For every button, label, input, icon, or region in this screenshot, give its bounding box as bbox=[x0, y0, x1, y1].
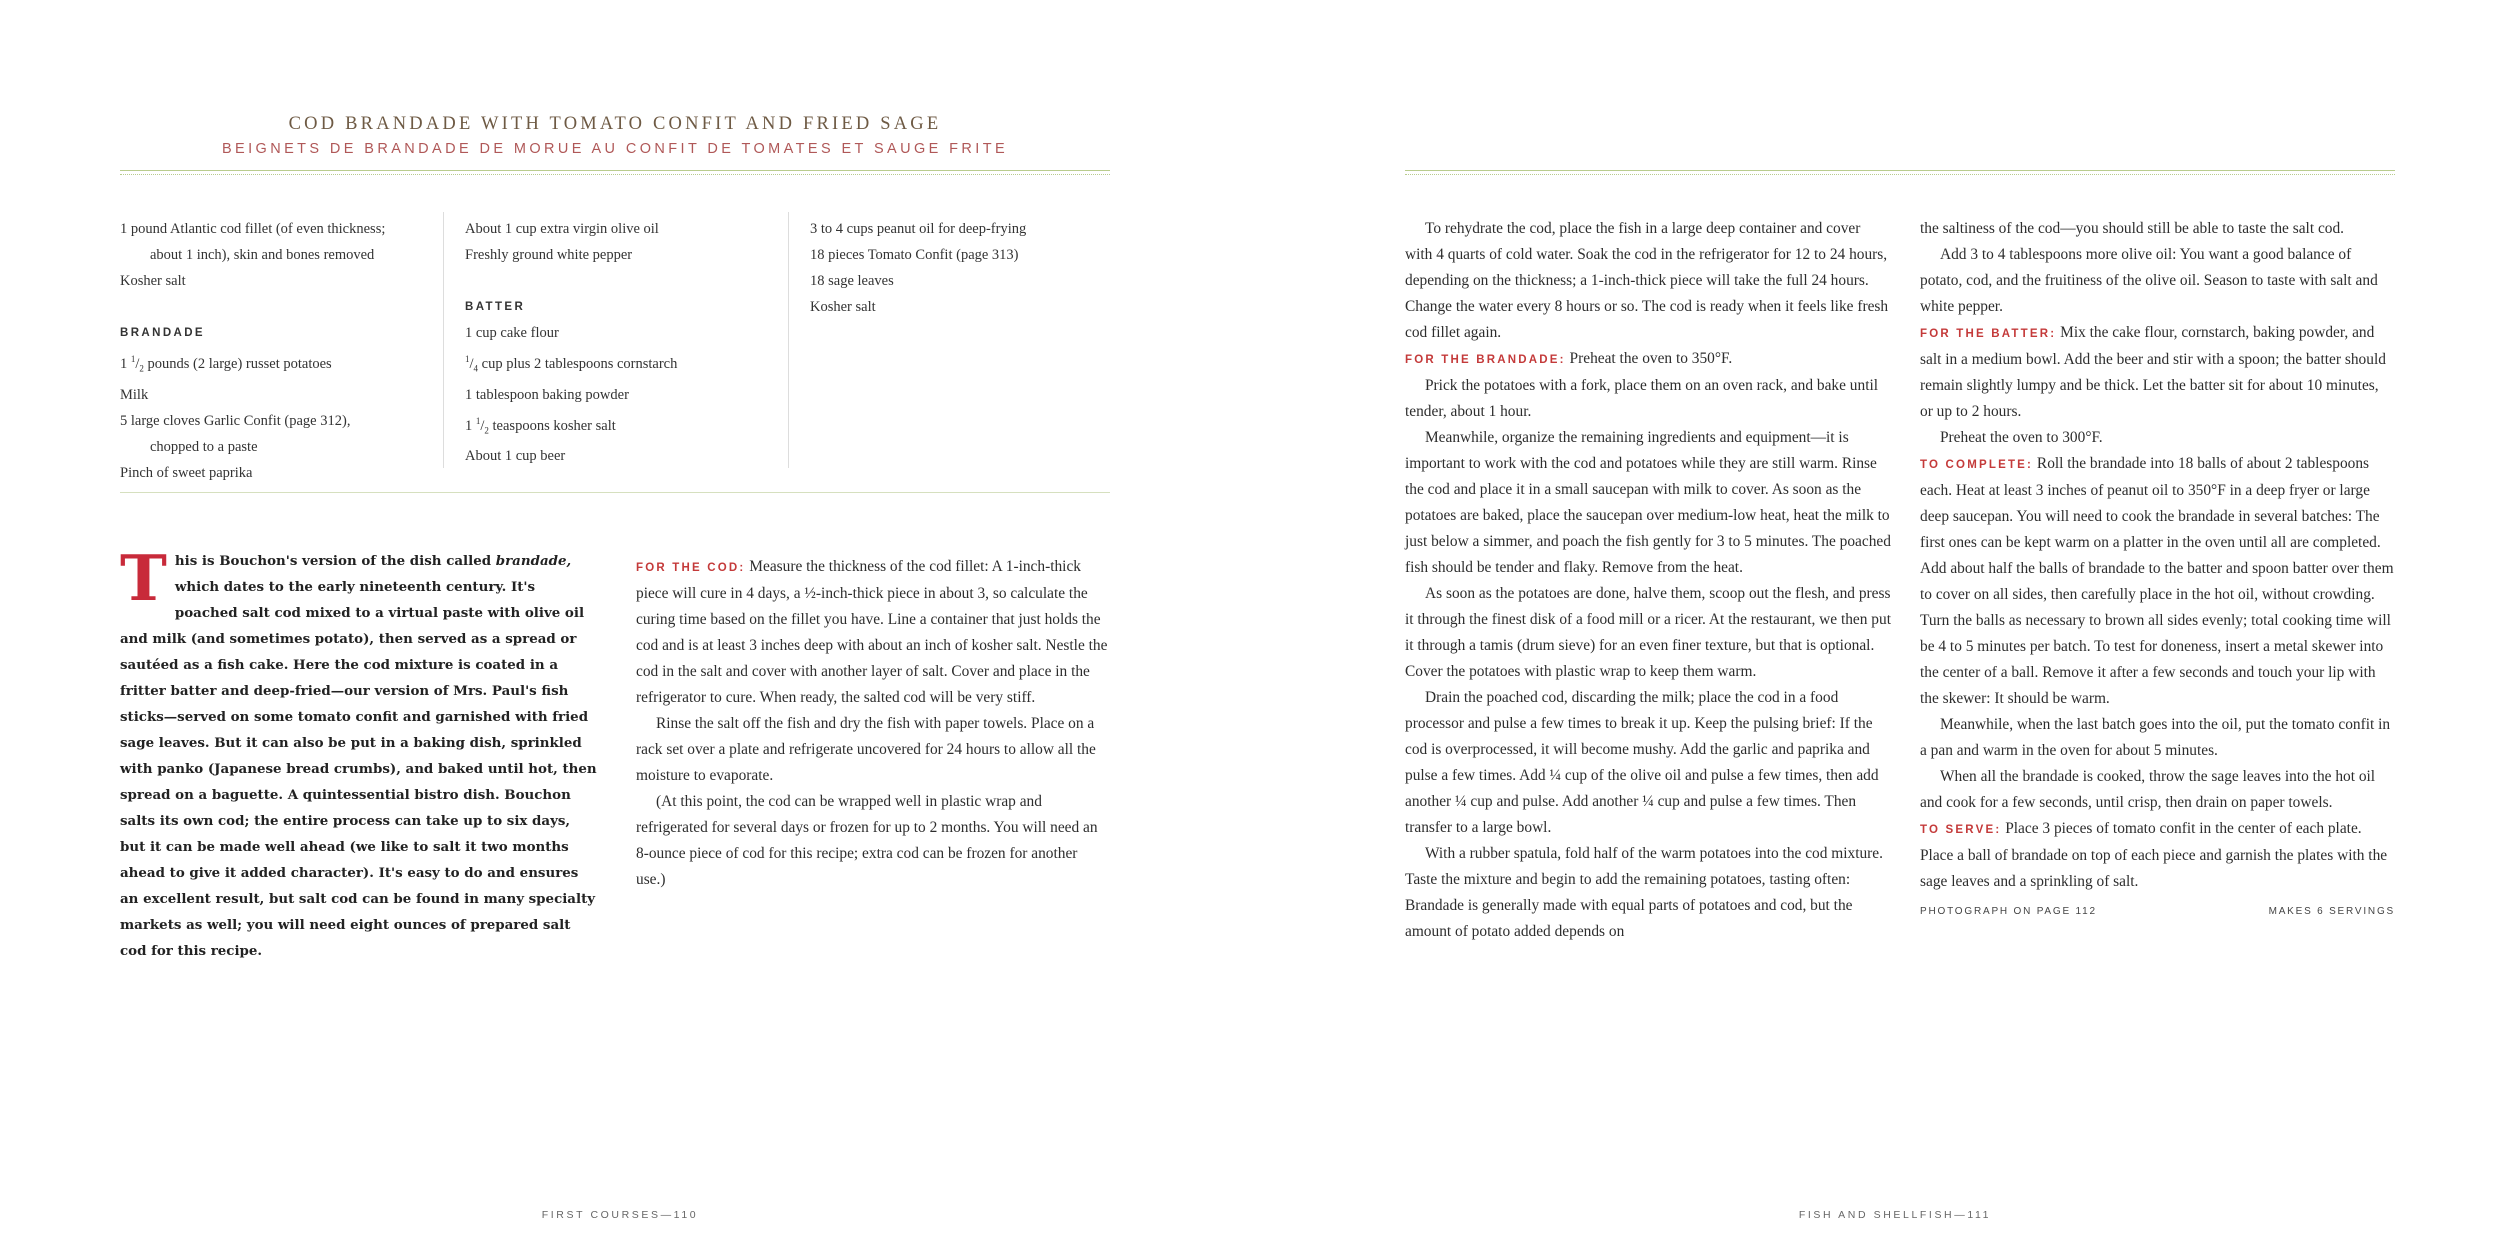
right-page bbox=[1255, 0, 2510, 1256]
ingredient-garlic-cont: chopped to a paste bbox=[150, 438, 258, 455]
warm-confit-paragraph: Meanwhile, when the last batch goes into the oil, put the tomato confit in a pan and warm in the oven for about 5 minutes. bbox=[1920, 716, 2391, 759]
cod-paragraph-1: FOR THE COD: Measure the thickness of the cod fillet: A 1-inch-thick piece will cure in 4 days, a ½-inch-thick piece in about 3, so calculate the curing time based on the fillet you have. Line a container that just holds the cod and is at least 3 inches deep with about an inch of kosher salt. Nestle the cod in the salt and cover with another layer of salt. Cover and place in the refrigerator to cure. When ready, the salted cod will be very stiff. bbox=[636, 558, 1108, 706]
title-rule bbox=[120, 170, 1110, 175]
olive-oil-paragraph: Add 3 to 4 tablespoons more olive oil: You want a good balance of potato, cod, and the fruitiness of the olive oil. Season to taste with salt and white pepper. bbox=[1920, 246, 2378, 315]
preheat-paragraph: Preheat the oven to 300°F. bbox=[1940, 429, 2103, 446]
potatoes-paragraph: Prick the potatoes with a fork, place them on an oven rack, and bake until tender, about 1 hour. bbox=[1405, 377, 1879, 420]
sage-paragraph: When all the brandade is cooked, throw the sage leaves into the hot oil and cook for a few seconds, until crisp, then drain on paper towels. bbox=[1920, 768, 2376, 811]
for-the-cod-label: FOR THE COD: bbox=[636, 562, 746, 574]
cod-paragraph-2: Rinse the salt off the fish and dry the fish with paper towels. Place on a rack set over a plate and refrigerate uncovered for 24 hours to allow all the moisture to evaporate. bbox=[636, 715, 1096, 784]
ingredients-column-2 bbox=[465, 216, 785, 469]
ingredients-divider-1 bbox=[443, 212, 444, 468]
serve-paragraph: TO SERVE: Place 3 pieces of tomato confit in the center of each plate. Place a ball of brandade on top of each piece and garnish the plates with the sage leaves and a sprinkling of salt. bbox=[1920, 820, 2388, 890]
saltiness-paragraph: the saltiness of the cod—you should still be able to taste the salt cod. bbox=[1920, 220, 2345, 237]
servings-note: MAKES 6 SERVINGS bbox=[2268, 906, 2395, 917]
ingredient-olive-oil: About 1 cup extra virgin olive oil bbox=[465, 221, 659, 237]
brandade-heading: BRANDADE bbox=[120, 327, 206, 339]
ingredient-kosher-salt: 1 $^1/_2$ teaspoons kosher salt bbox=[465, 415, 616, 436]
rehydrate-paragraph: To rehydrate the cod, place the fish in a large deep container and cover with 4 quarts of cold water. Soak the cod in the refrigerator for 12 to 24 hours, depending on the thickness; a 1-inch-thick piece will take the full 24 hours. Change the water every 8 hours or so. The cod is ready when it feels like fresh cod fillet again. bbox=[1405, 220, 1889, 341]
ingredient-pepper: Freshly ground white pepper bbox=[465, 247, 633, 263]
ingredient-baking-powder: 1 tablespoon baking powder bbox=[465, 386, 629, 403]
right-column-1 bbox=[1405, 216, 1891, 945]
ingredient-cornstarch: $^1/_4$ cup plus 2 tablespoons cornstarch bbox=[465, 354, 678, 374]
brandade-paragraph: FOR THE BRANDADE: Preheat the oven to 350°F. bbox=[1405, 350, 1733, 367]
processor-paragraph: Drain the poached cod, discarding the milk; place the cod in a food processor and pulse a few times to break it up. Keep the pulsing brief: If the cod is overprocessed, it will become mushy. Add the garlic and paprika and pulse a few times. Add ¼ cup of the olive oil and pulse a few times, then add another ¼ cup and pulse. Add another ¼ cup and pulse a few times. Then transfer to a large bowl. bbox=[1405, 689, 1879, 836]
poach-paragraph: Meanwhile, organize the remaining ingredients and equipment—it is important to work with the cod and potatoes while they are still warm. Rinse the cod and place it in a small saucepan with milk to cover. As soon as the potatoes are baked, place the saucepan over medium-low heat, heat the milk to just below a simmer, and poach the fish gently for 3 to 5 minutes. The poached fish should be tender and flaky. Remove from the heat. bbox=[1405, 429, 1891, 576]
mash-paragraph: As soon as the potatoes are done, halve them, scoop out the flesh, and press it through the finest disk of a food mill or a ricer. At the restaurant, we then put it through a tamis (drum sieve) for an even finer texture, but that is optional. Cover the potatoes with plastic wrap to keep them warm. bbox=[1405, 585, 1891, 680]
ingredient-salt: Kosher salt bbox=[120, 273, 186, 289]
batter-paragraph: FOR THE BATTER: Mix the cake flour, cornstarch, baking powder, and salt in a medium bowl. Add the beer and stir with a spoon; the batter should remain slightly lumpy and be thick. Let the batter sit for about 10 minutes, or up to 2 hours. bbox=[1920, 324, 2386, 420]
right-folio: FISH AND SHELLFISH—111 bbox=[1798, 1209, 1992, 1221]
intro-text: his is Bouchon's version of the dish called brandade, which dates to the early nineteenth century. It's poached salt cod mixed to a virtual paste with olive oil and milk (and sometimes potato), then served as a spread or sautéed as a fish cake. Here the cod mixture is coated in a fritter batter and deep-fried—our version of Mrs. Paul's fish sticks—served on some tomato confit and garnished with fried sage leaves. But it can also be put in a baking dish, sprinkled with panko (Japanese bread crumbs), and baked until hot, then spread on a baguette. A quintessential bistro dish. Bouchon salts its own cod; the entire process can take up to six days, but it can be made well ahead (we like to salt it two months ahead to give it added character). It's easy to do and ensures an excellent result, but salt cod can be found in many specialty markets as well; you will need eight ounces of prepared salt cod for this recipe. bbox=[120, 553, 597, 959]
cod-instructions bbox=[636, 554, 1110, 893]
ingredient-cod: 1 pound Atlantic cod fillet (of even thickness; bbox=[120, 221, 386, 237]
to-complete-label: TO COMPLETE: bbox=[1920, 459, 2034, 471]
recipe-title-french: BEIGNETS DE BRANDADE DE MORUE AU CONFIT DE TOMATES ET SAUGE FRITE bbox=[221, 141, 1009, 157]
ingredient-salt-finish: Kosher salt bbox=[810, 299, 876, 315]
ingredients-column-3 bbox=[810, 216, 1110, 320]
intro-paragraph bbox=[120, 541, 598, 964]
ingredients-divider-2 bbox=[788, 212, 789, 468]
fold-paragraph: With a rubber spatula, fold half of the warm potatoes into the cod mixture. Taste the mixture and begin to add the remaining potatoes, tasting often: Brandade is generally made with equal parts of potatoes and cod, but the amount of potato added depends on bbox=[1405, 845, 1883, 940]
recipe-endnote bbox=[1920, 899, 2395, 925]
ingredients-column-1 bbox=[120, 216, 440, 486]
to-serve-label: TO SERVE: bbox=[1920, 824, 2002, 836]
left-folio: FIRST COURSES—110 bbox=[541, 1209, 699, 1221]
recipe-title-english: COD BRANDADE WITH TOMATO CONFIT AND FRIED SAGE bbox=[288, 114, 942, 134]
right-column-2 bbox=[1920, 216, 2395, 925]
photograph-note: PHOTOGRAPH ON PAGE 112 bbox=[1920, 906, 2097, 917]
ingredient-sage: 18 sage leaves bbox=[810, 273, 894, 289]
recipe-title-block bbox=[120, 112, 1110, 159]
ingredient-flour: 1 cup cake flour bbox=[465, 325, 559, 341]
for-the-batter-label: FOR THE BATTER: bbox=[1920, 328, 2057, 340]
ingredient-cod-cont: about 1 inch), skin and bones removed bbox=[150, 247, 375, 263]
complete-paragraph: TO COMPLETE: Roll the brandade into 18 balls of about 2 tablespoons each. Heat at least 3 inches of peanut oil to 350°F in a deep fryer or large deep saucepan. You will need to cook the brandade in several batches: The first ones can be kept warm on a platter in the oven until all are completed. Add about half the balls of brandade to the batter and spoon batter over them to cover on all sides, then carefully place in the hot oil, without crowding. Turn the balls as necessary to brown all sides evenly; total cooking time will be 4 to 5 minutes per batch. To test for doneness, insert a metal skewer into the center of a ball. Remove it after a few seconds and touch your lip with the skewer: It should be warm. bbox=[1920, 455, 2394, 707]
for-the-brandade-label: FOR THE BRANDADE: bbox=[1405, 354, 1566, 366]
right-top-rule bbox=[1405, 170, 2395, 175]
batter-heading: BATTER bbox=[465, 301, 526, 313]
ingredient-peanut-oil: 3 to 4 cups peanut oil for deep-frying bbox=[810, 221, 1027, 237]
ingredients-rule bbox=[120, 492, 1110, 493]
cod-paragraph-3: (At this point, the cod can be wrapped well in plastic wrap and refrigerated for several days or frozen for up to 2 months. You will need an 8-ounce piece of cod for this recipe; extra cod can be frozen for another use.) bbox=[636, 793, 1098, 888]
ingredient-milk: Milk bbox=[120, 386, 149, 403]
ingredient-paprika: Pinch of sweet paprika bbox=[120, 464, 253, 481]
ingredient-beer: About 1 cup beer bbox=[465, 448, 566, 465]
ingredient-garlic: 5 large cloves Garlic Confit (page 312), bbox=[120, 412, 351, 429]
ingredient-potatoes: 1 $^1/_2$ pounds (2 large) russet potatoes bbox=[120, 354, 332, 374]
ingredient-tomato-confit: 18 pieces Tomato Confit (page 313) bbox=[810, 247, 1019, 263]
drop-cap: T bbox=[120, 541, 167, 615]
